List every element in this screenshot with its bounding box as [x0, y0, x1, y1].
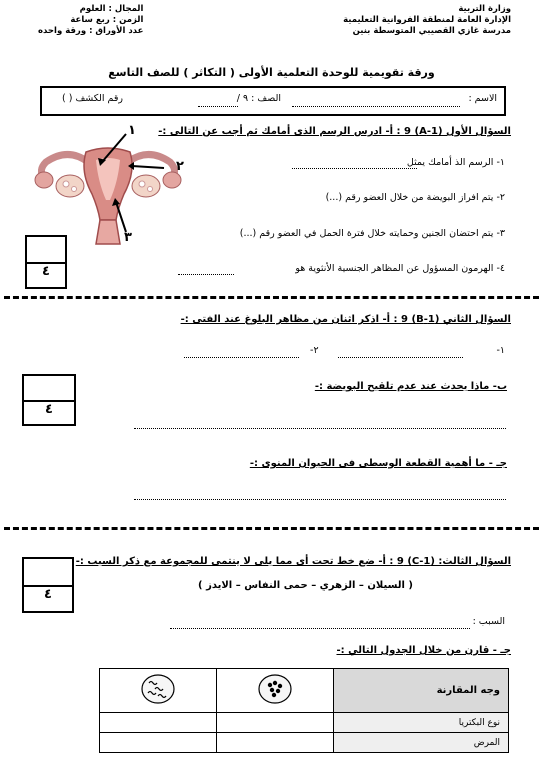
- q2-answer-1[interactable]: [338, 357, 463, 358]
- q1-item-4: ٤- الهرمون المسؤول عن المظاهر الجنسية الأنثوية هو: [295, 263, 505, 274]
- class-label: الصف : ٩ /: [236, 93, 281, 104]
- diagram-label-3: ٣: [124, 230, 132, 245]
- reason-answer[interactable]: [170, 628, 470, 629]
- ministry-name: وزارة التربية: [458, 4, 511, 14]
- diagram-label-1: ١: [128, 123, 136, 138]
- q2-grade-box: [22, 374, 76, 426]
- female-reproductive-diagram: [28, 122, 198, 250]
- q3-grade-box: [22, 557, 74, 613]
- q3c-question: جـ - قارن من خلال الجدول التالي :-: [336, 645, 511, 656]
- comparison-header: وجه المقارنة: [334, 669, 509, 713]
- col-bacteria-1: [100, 669, 217, 713]
- cell-type-2[interactable]: [217, 713, 334, 733]
- q1-answer-1[interactable]: [292, 168, 417, 169]
- roll-number-label: رقم الكشف ( ): [62, 93, 124, 104]
- q1-item-3: ٣- يتم احتضان الجنين وحمايته خلال فترة الحمل في العضو رقم (...): [239, 228, 505, 239]
- cell-disease-1[interactable]: [100, 733, 217, 753]
- comparison-table: [99, 668, 509, 753]
- time-field: الزمن : ربع ساعة: [70, 15, 144, 25]
- q2b-question: ب- ماذا يحدث عند عدم تلقيح البويضة :-: [314, 381, 507, 392]
- row-label-bacteria-type: نوع البكتريا: [334, 713, 509, 733]
- reason-label: السبب :: [472, 616, 505, 627]
- bacteria-cocci-icon: [217, 669, 333, 709]
- q2c-question: جـ - ما أهمية القطعة الوسطى فى الحيوان المنوى :-: [249, 458, 507, 469]
- worksheet-title: ورقة تقويمية للوحدة التعلمية الأولى ( التكاثر ) للصف التاسع: [108, 66, 435, 79]
- col-bacteria-2: [217, 669, 334, 713]
- q2-answer-2[interactable]: [184, 357, 299, 358]
- q1-max-score: ٤: [42, 264, 50, 279]
- q2-number-2: ٢-: [310, 345, 319, 356]
- class-field[interactable]: [198, 106, 238, 107]
- row-label-disease: المرض: [334, 733, 509, 753]
- section-divider: [4, 296, 539, 299]
- cell-type-1[interactable]: [100, 713, 217, 733]
- q1-grade-box: [25, 235, 67, 289]
- subject-field: المجال : العلوم: [79, 4, 144, 14]
- name-label: الاسم :: [468, 93, 497, 104]
- diagram-label-2: ٢: [176, 159, 184, 174]
- q2-number-1: ١-: [496, 345, 505, 356]
- q1-answer-4[interactable]: [178, 274, 234, 275]
- school-name: مدرسة غازي القصيبي المتوسطة بنين: [352, 26, 511, 36]
- pages-field: عدد الأوراق : ورقة واحده: [38, 26, 144, 36]
- q1-heading: السؤال الأول (1-A) 9 : أ- ادرس الرسم الذى أمامك ثم أجب عن التالى :-: [158, 126, 511, 137]
- q2b-answer[interactable]: [134, 428, 506, 429]
- q2-heading: السؤال الثاني (1-B) 9 : أ- اذكر اثنان من مظاهر البلوغ عند الفتى :-: [180, 314, 511, 325]
- q3-heading: السؤال الثالث: (1-C) 9 : أ- ضع خط تحت أى مما يلى لا ينتمى للمجموعة مع ذكر السبب :-: [75, 556, 511, 567]
- cell-disease-2[interactable]: [217, 733, 334, 753]
- name-field[interactable]: [292, 106, 460, 107]
- section-divider-2: [4, 527, 539, 530]
- q1-item-1: ١- الرسم الذ أمامك يمثل: [406, 157, 505, 168]
- q1-item-2: ٢- يتم افراز البويضة من خلال العضو رقم (...): [325, 192, 505, 203]
- q3-max-score: ٤: [44, 587, 52, 602]
- directorate-name: الإدارة العامة لمنطقة الفروانية التعليمية: [343, 15, 511, 25]
- q3-options: ( السيلان – الزهري – حمى النفاس – الايدز ): [198, 580, 413, 591]
- q2-max-score: ٤: [45, 402, 53, 417]
- q2c-answer[interactable]: [134, 499, 506, 500]
- bacteria-spirilla-icon: [100, 669, 216, 709]
